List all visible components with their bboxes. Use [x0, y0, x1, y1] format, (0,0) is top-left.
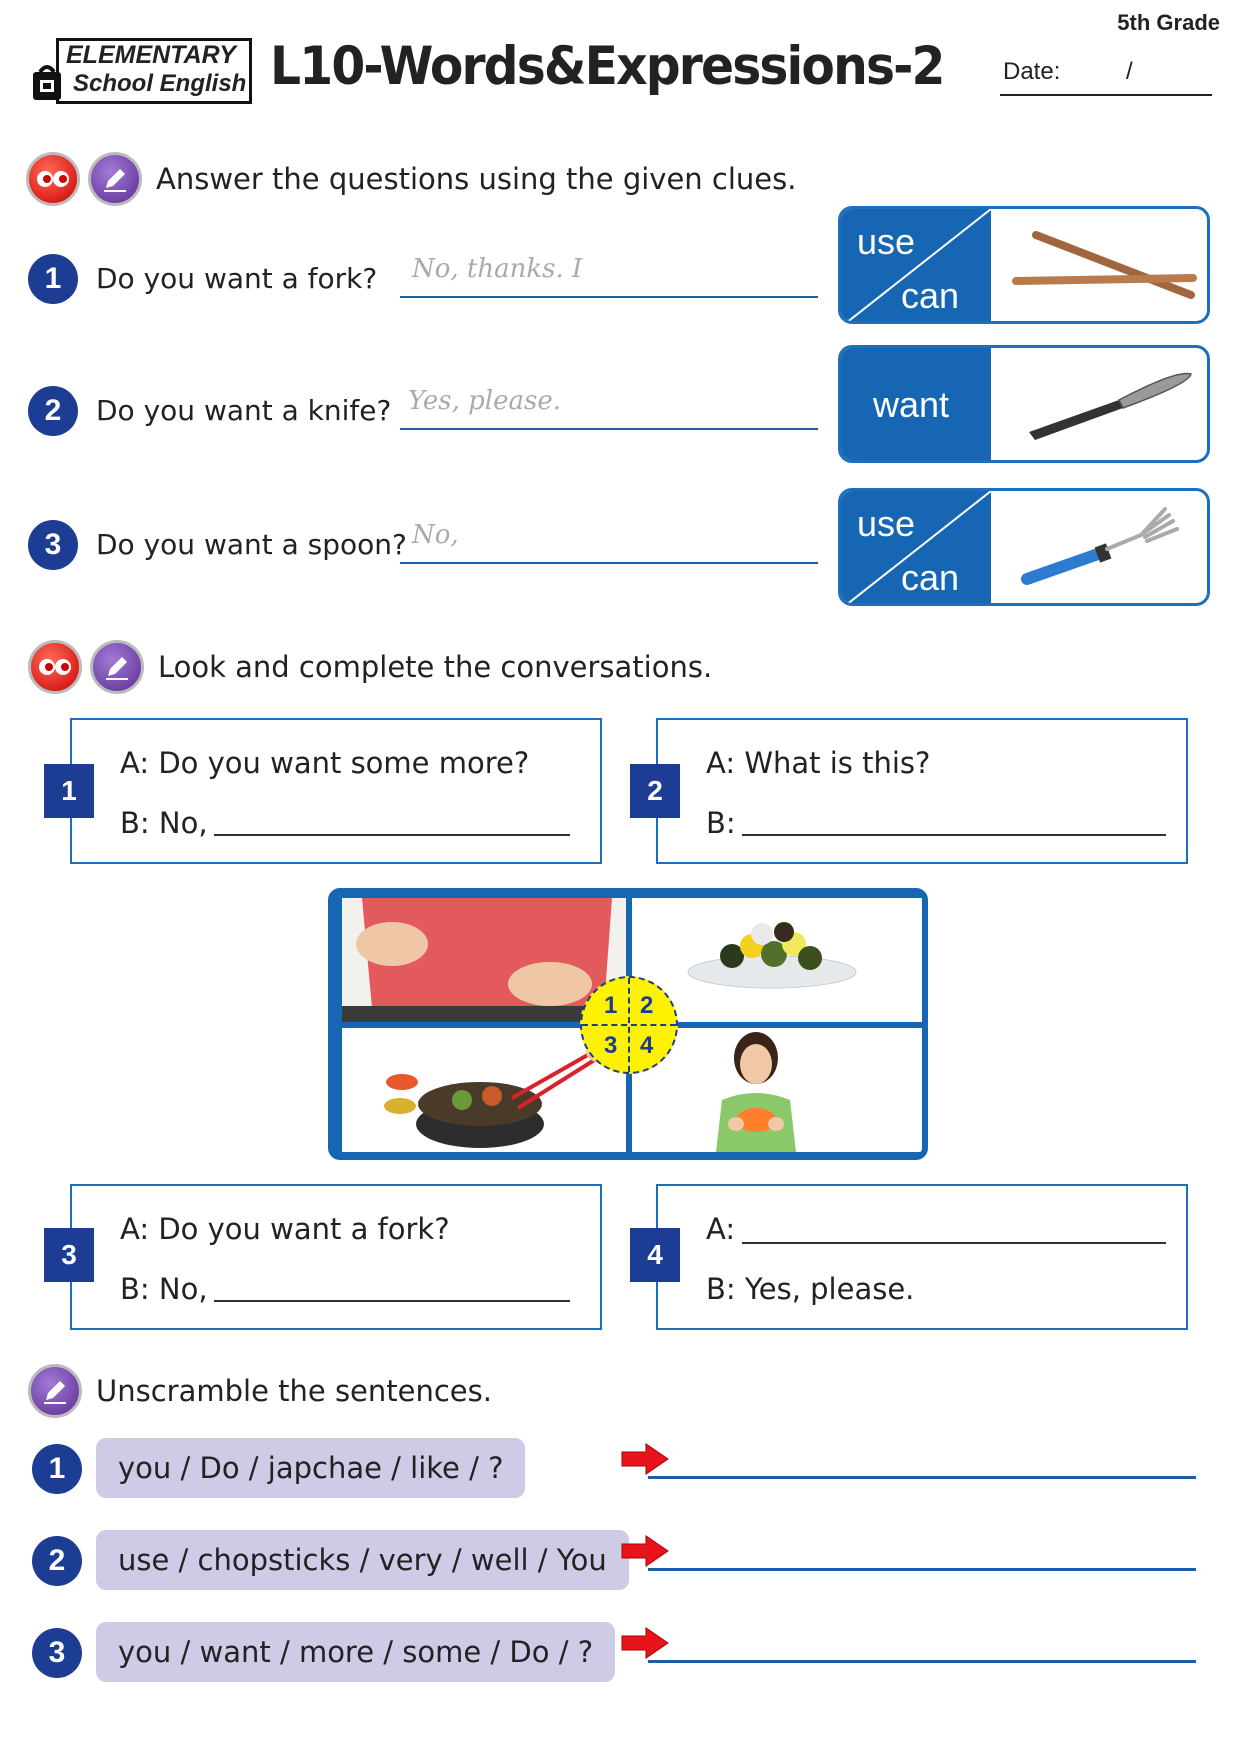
conv-line-b: B: Yes, please. [706, 1272, 915, 1306]
answer-line[interactable] [648, 1568, 1196, 1571]
picture-panel [328, 888, 928, 1160]
date-label: Date: [1003, 58, 1061, 85]
clue-word: want [873, 384, 950, 425]
conv-number: 3 [44, 1228, 94, 1282]
clue-words [841, 209, 991, 321]
bibimbap-photo [342, 1028, 626, 1152]
conv-line-a: A: Do you want some more? [120, 746, 530, 780]
panel-number: 4 [640, 1032, 654, 1059]
arrow-right-icon [620, 1626, 672, 1660]
question-text: Do you want a knife? [96, 394, 392, 427]
answer-hint: No, [412, 520, 459, 550]
panel-number: 1 [604, 992, 618, 1019]
full-stomach-photo [342, 898, 626, 1022]
girl-with-bowl-photo [632, 1028, 924, 1152]
panel-number: 3 [604, 1032, 618, 1059]
question-number: 3 [28, 520, 78, 570]
answer-hint: No, thanks. I [412, 254, 583, 284]
conv-line-b: B: No, [120, 1272, 208, 1306]
conv-number: 1 [44, 764, 94, 818]
date-field[interactable] [1000, 94, 1212, 96]
question-text: Do you want a spoon? [96, 528, 407, 561]
clue-card [838, 206, 1210, 324]
conv-answer-line[interactable] [214, 834, 570, 836]
rice-cakes-photo [632, 898, 924, 1022]
answer-line[interactable] [648, 1476, 1196, 1479]
clue-words [841, 491, 991, 603]
conversation-box-4 [656, 1184, 1188, 1330]
fork-icon [1001, 501, 1201, 597]
answer-line[interactable] [400, 384, 818, 430]
write-icon [88, 152, 142, 206]
conv-number: 2 [630, 764, 680, 818]
listen-icon [26, 152, 80, 206]
answer-line[interactable] [400, 252, 818, 298]
write-icon [28, 1364, 82, 1418]
grade-label: 5th Grade [1117, 10, 1220, 35]
conv-number: 4 [630, 1228, 680, 1282]
scrambled-words: use / chopsticks / very / well / You [96, 1530, 629, 1590]
conv-line-a: A: What is this? [706, 746, 931, 780]
listen-icon [28, 640, 82, 694]
clue-card [838, 345, 1210, 463]
conv-answer-line[interactable] [742, 1242, 1166, 1244]
question-number: 1 [28, 254, 78, 304]
item-number: 1 [32, 1444, 82, 1494]
conversation-box-1 [70, 718, 602, 864]
panel-number: 2 [640, 992, 654, 1019]
conv-answer-line[interactable] [214, 1300, 570, 1302]
clue-word-bottom: can [901, 275, 960, 316]
scrambled-words: you / want / more / some / Do / ? [96, 1622, 615, 1682]
question-number: 2 [28, 386, 78, 436]
conversation-box-3 [70, 1184, 602, 1330]
logo-line1: ELEMENTARY [66, 41, 236, 69]
arrow-right-icon [620, 1534, 672, 1568]
answer-line[interactable] [400, 518, 818, 564]
logo [30, 38, 256, 108]
write-icon [90, 640, 144, 694]
conversation-box-2 [656, 718, 1188, 864]
chopsticks-icon [1001, 223, 1201, 313]
logo-line2: School English [73, 70, 247, 97]
arrow-right-icon [620, 1442, 672, 1476]
section2-instruction: Look and complete the conversations. [158, 650, 713, 684]
conv-line-a: A: Do you want a fork? [120, 1212, 450, 1246]
item-number: 3 [32, 1628, 82, 1678]
answer-hint: Yes, please. [408, 386, 562, 416]
answer-line[interactable] [648, 1660, 1196, 1663]
clue-word-top: use [857, 221, 916, 262]
conv-line-a: A: [706, 1212, 736, 1246]
clue-card [838, 488, 1210, 606]
clue-words [841, 348, 991, 460]
clue-word-bottom: can [901, 557, 960, 598]
conv-answer-line[interactable] [742, 834, 1166, 836]
panel-number-badge [580, 976, 678, 1074]
question-text: Do you want a fork? [96, 262, 378, 295]
conv-line-b: B: No, [120, 806, 208, 840]
knife-icon [1001, 362, 1201, 452]
page-title: L10-Words&Expressions-2 [270, 36, 944, 97]
section1-instruction: Answer the questions using the given clues. [156, 162, 797, 196]
scrambled-words: you / Do / japchae / like / ? [96, 1438, 525, 1498]
clue-word-top: use [857, 503, 916, 544]
date-separator: / [1126, 58, 1133, 85]
section3-instruction: Unscramble the sentences. [96, 1374, 492, 1408]
item-number: 2 [32, 1536, 82, 1586]
conv-line-b: B: [706, 806, 736, 840]
